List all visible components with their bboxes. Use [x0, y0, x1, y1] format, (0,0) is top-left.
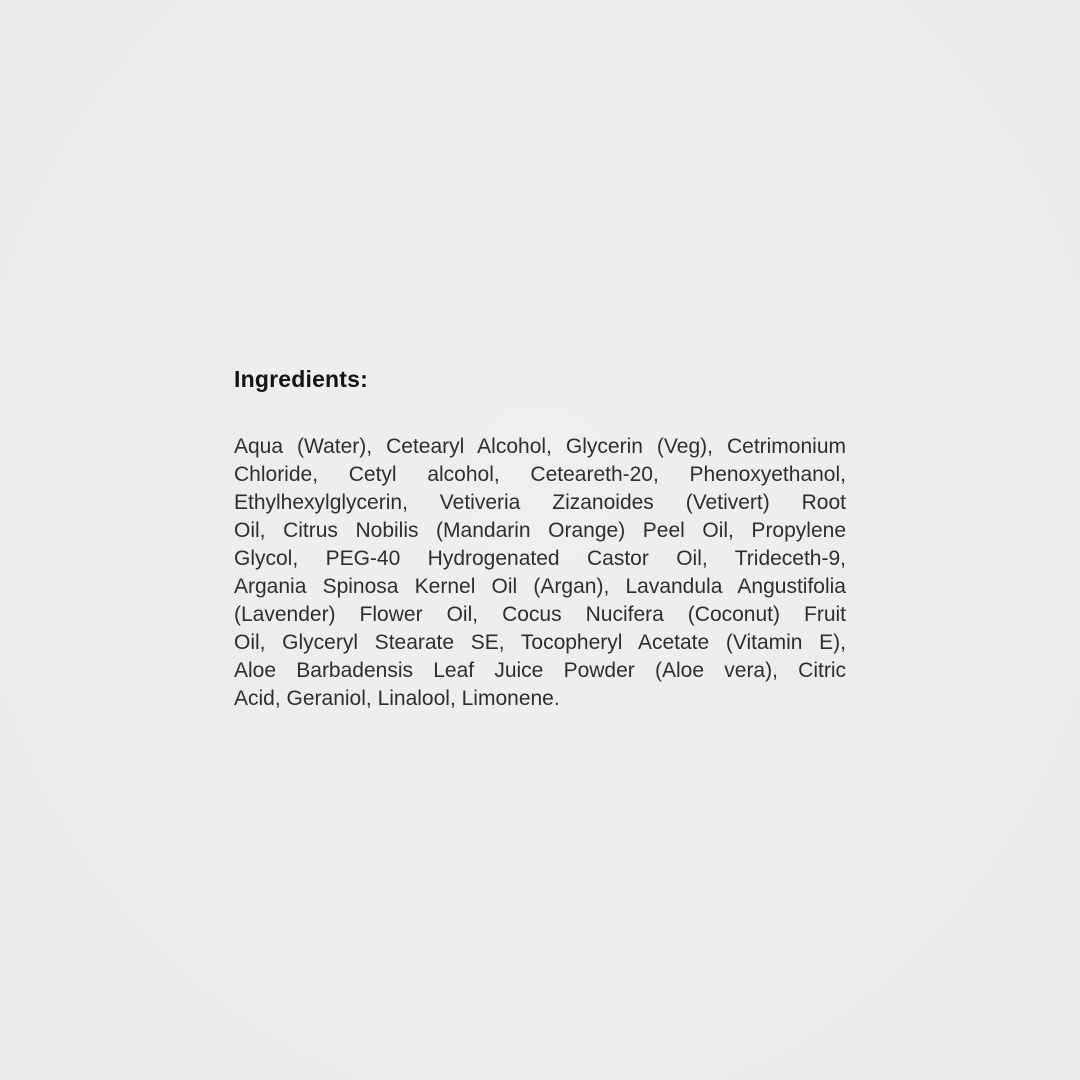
ingredients-line: Aloe Barbadensis Leaf Juice Powder (Aloe vera), Citric — [234, 659, 846, 682]
ingredients-line: Aqua (Water), Cetearyl Alcohol, Glycerin (Veg), Cetrimonium — [234, 435, 846, 458]
ingredients-line: Oil, Citrus Nobilis (Mandarin Orange) Peel Oil, Propylene — [234, 519, 846, 542]
ingredients-line: Glycol, PEG-40 Hydrogenated Castor Oil, Trideceth-9, — [234, 547, 846, 570]
ingredients-heading: Ingredients: — [234, 366, 369, 392]
ingredients-line: Chloride, Cetyl alcohol, Ceteareth-20, Phenoxyethanol, — [234, 463, 846, 486]
ingredients-line: Argania Spinosa Kernel Oil (Argan), Lavandula Angustifolia — [234, 575, 846, 598]
ingredients-line: Ethylhexylglycerin, Vetiveria Zizanoides (Vetivert) Root — [234, 491, 846, 514]
ingredients-line: (Lavender) Flower Oil, Cocus Nucifera (Coconut) Fruit — [234, 603, 846, 626]
ingredients-line: Acid, Geraniol, Linalool, Limonene. — [234, 687, 560, 710]
ingredients-text — [234, 433, 846, 713]
ingredients-label — [234, 366, 846, 713]
ingredients-line: Oil, Glyceryl Stearate SE, Tocopheryl Acetate (Vitamin E), — [234, 631, 846, 654]
